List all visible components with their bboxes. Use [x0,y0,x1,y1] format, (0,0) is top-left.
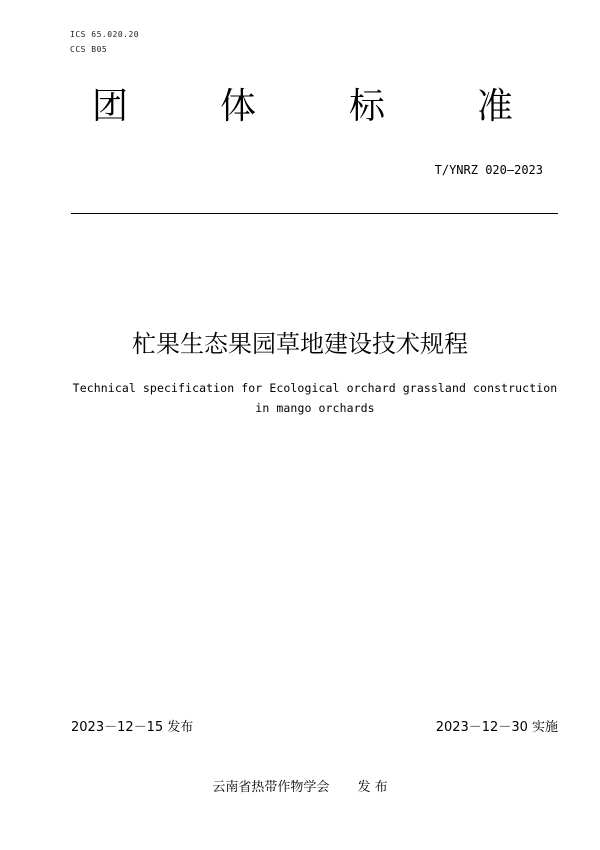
publisher-line [0,776,600,795]
standard-number: T/YNRZ 020—2023 [434,163,543,177]
ccs-code: CCS B05 [70,45,108,54]
ics-code: ICS 65.020.20 [70,30,140,39]
header-divider [71,213,558,214]
title-english-line-2: in mango orchards [255,401,375,415]
issue-date: 2023－12－15 发布 [71,720,194,735]
doc-type-char-4: 准 [477,86,514,127]
title-chinese: 杧果生态果园草地建设技术规程 [132,330,468,358]
publisher-name: 云南省热带作物学会 [212,780,330,795]
doc-type-char-2: 体 [220,86,257,127]
title-english-line-1: Technical specification for Ecological orchard grassland construction [72,381,558,395]
doc-type-char-1: 团 [92,86,129,127]
implement-date: 2023－12－30 实施 [435,720,558,735]
publish-word: 发 布 [357,780,388,795]
doc-type-char-3: 标 [349,86,386,127]
title-english [60,378,570,418]
